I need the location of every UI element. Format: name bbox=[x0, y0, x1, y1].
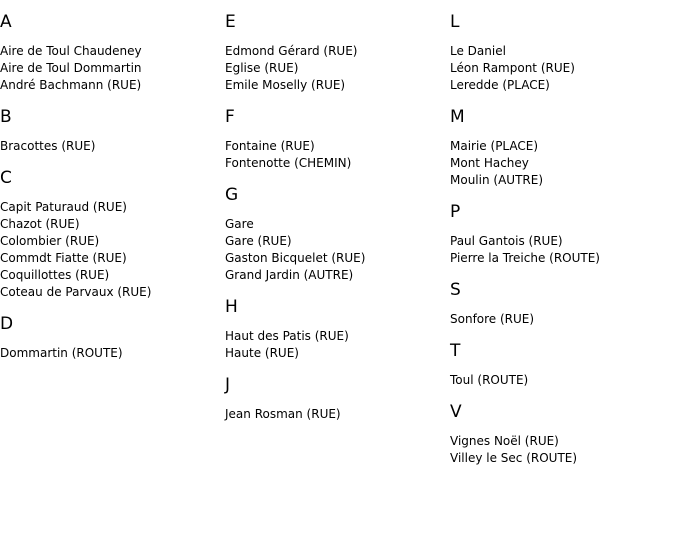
letter-group-f bbox=[225, 107, 445, 172]
street-link[interactable]: Vignes Noël (RUE) bbox=[450, 434, 559, 448]
street-list bbox=[225, 138, 445, 172]
letter-heading: C bbox=[0, 168, 12, 188]
street-link[interactable]: Leredde (PLACE) bbox=[450, 78, 550, 92]
street-list bbox=[0, 43, 220, 94]
letter-heading: B bbox=[0, 107, 12, 127]
index-column-2 bbox=[225, 12, 445, 436]
letter-group-t bbox=[450, 341, 670, 389]
letter-heading: G bbox=[225, 185, 239, 205]
street-link[interactable]: Paul Gantois (RUE) bbox=[450, 234, 563, 248]
letter-group-b bbox=[0, 107, 220, 155]
letter-heading: V bbox=[450, 402, 462, 422]
letter-group-s bbox=[450, 280, 670, 328]
letter-group-e bbox=[225, 12, 445, 94]
letter-group-c bbox=[0, 168, 220, 301]
street-link[interactable]: Gaston Bicquelet (RUE) bbox=[225, 251, 366, 265]
street-link[interactable]: Chazot (RUE) bbox=[0, 217, 80, 231]
letter-heading: P bbox=[450, 202, 461, 222]
street-list bbox=[450, 138, 670, 189]
street-link[interactable]: Eglise (RUE) bbox=[225, 61, 299, 75]
street-list bbox=[450, 43, 670, 94]
street-link[interactable]: Grand Jardin (AUTRE) bbox=[225, 268, 354, 282]
letter-heading: A bbox=[0, 12, 12, 32]
letter-heading: S bbox=[450, 280, 461, 300]
street-link[interactable]: Aire de Toul Dommartin bbox=[0, 61, 142, 75]
street-link[interactable]: Gare bbox=[225, 217, 254, 231]
letter-heading: D bbox=[0, 314, 14, 334]
letter-group-l bbox=[450, 12, 670, 94]
index-column-1 bbox=[0, 12, 220, 375]
street-link[interactable]: Emile Moselly (RUE) bbox=[225, 78, 346, 92]
street-link[interactable]: Gare (RUE) bbox=[225, 234, 292, 248]
street-link[interactable]: Commdt Fiatte (RUE) bbox=[0, 251, 127, 265]
street-link[interactable]: Coteau de Parvaux (RUE) bbox=[0, 285, 152, 299]
street-list bbox=[225, 328, 445, 362]
street-list bbox=[225, 43, 445, 94]
street-link[interactable]: Colombier (RUE) bbox=[0, 234, 100, 248]
street-link[interactable]: Le Daniel bbox=[450, 44, 506, 58]
letter-heading: J bbox=[225, 375, 231, 395]
street-link[interactable]: Dommartin (ROUTE) bbox=[0, 346, 123, 360]
street-link[interactable]: Coquillottes (RUE) bbox=[0, 268, 110, 282]
letter-group-v bbox=[450, 402, 670, 467]
street-list bbox=[450, 233, 670, 267]
street-link[interactable]: Edmond Gérard (RUE) bbox=[225, 44, 358, 58]
letter-heading: M bbox=[450, 107, 465, 127]
letter-heading: H bbox=[225, 297, 238, 317]
letter-heading: F bbox=[225, 107, 235, 127]
street-link[interactable]: Léon Rampont (RUE) bbox=[450, 61, 575, 75]
letter-group-j bbox=[225, 375, 445, 423]
street-link[interactable]: Moulin (AUTRE) bbox=[450, 173, 543, 187]
street-list bbox=[450, 311, 670, 328]
street-link[interactable]: Bracottes (RUE) bbox=[0, 139, 96, 153]
street-link[interactable]: Fontenotte (CHEMIN) bbox=[225, 156, 352, 170]
street-link[interactable]: Mont Hachey bbox=[450, 156, 529, 170]
street-list bbox=[0, 199, 220, 301]
street-link[interactable]: Mairie (PLACE) bbox=[450, 139, 539, 153]
street-list bbox=[450, 372, 670, 389]
street-link[interactable]: Fontaine (RUE) bbox=[225, 139, 315, 153]
street-link[interactable]: Haute (RUE) bbox=[225, 346, 299, 360]
letter-group-m bbox=[450, 107, 670, 189]
index-column-3 bbox=[450, 12, 670, 480]
letter-heading: L bbox=[450, 12, 460, 32]
street-list bbox=[0, 138, 220, 155]
street-list bbox=[450, 433, 670, 467]
letter-group-d bbox=[0, 314, 220, 362]
letter-group-a bbox=[0, 12, 220, 94]
street-link[interactable]: Villey le Sec (ROUTE) bbox=[450, 451, 578, 465]
street-list bbox=[225, 216, 445, 284]
letter-group-h bbox=[225, 297, 445, 362]
street-link[interactable]: Haut des Patis (RUE) bbox=[225, 329, 349, 343]
street-link[interactable]: Jean Rosman (RUE) bbox=[225, 407, 341, 421]
letter-heading: E bbox=[225, 12, 236, 32]
street-link[interactable]: Aire de Toul Chaudeney bbox=[0, 44, 142, 58]
street-link[interactable]: Toul (ROUTE) bbox=[450, 373, 529, 387]
street-link[interactable]: André Bachmann (RUE) bbox=[0, 78, 142, 92]
street-link[interactable]: Sonfore (RUE) bbox=[450, 312, 535, 326]
street-list bbox=[0, 345, 220, 362]
letter-group-g bbox=[225, 185, 445, 284]
street-list bbox=[225, 406, 445, 423]
letter-heading: T bbox=[450, 341, 461, 361]
street-link[interactable]: Capit Paturaud (RUE) bbox=[0, 200, 127, 214]
street-link[interactable]: Pierre la Treiche (ROUTE) bbox=[450, 251, 600, 265]
letter-group-p bbox=[450, 202, 670, 267]
